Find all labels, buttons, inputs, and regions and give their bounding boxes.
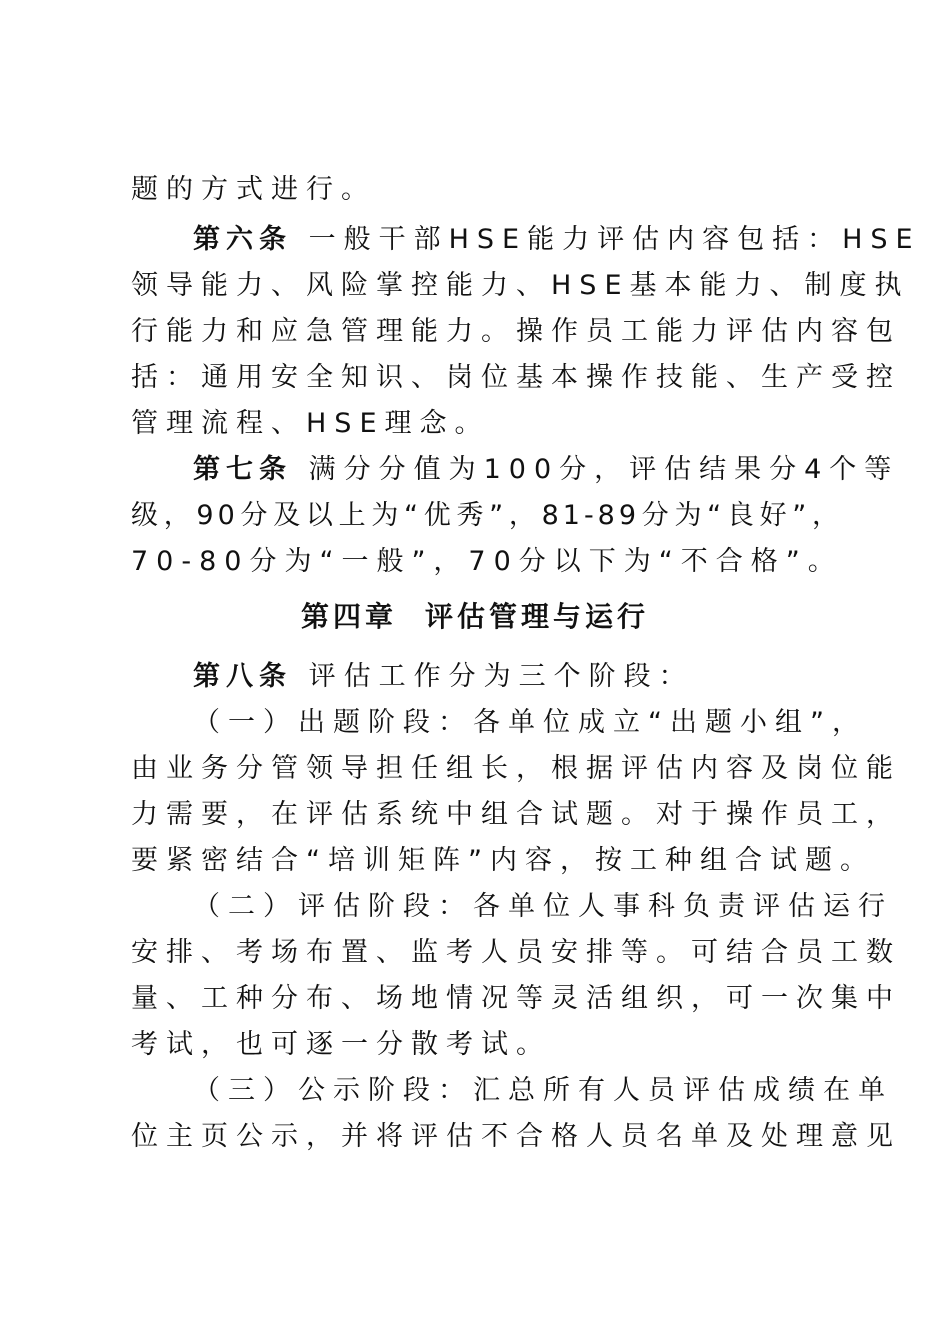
paragraph-line: 要紧密结合“培训矩阵”内容，按工种组合试题。 (131, 845, 875, 876)
paragraph-line: 量、工种分布、场地情况等灵活组织，可一次集中 (131, 983, 901, 1014)
chapter-title: 评估管理与运行 (425, 600, 650, 633)
paragraph-line: 级，90分及以上为“优秀”，81-89分为“良好”， (131, 500, 843, 531)
paragraph-line: 括：通用安全知识、岗位基本操作技能、生产受控 (131, 362, 901, 393)
paragraph-line: 管理流程、HSE理念。 (131, 408, 490, 439)
stage-2-line: （二）评估阶段：各单位人事科负责评估运行 (193, 891, 893, 922)
stage-1-line: （一）出题阶段：各单位成立“出题小组”， (193, 707, 867, 738)
paragraph-line: 考试，也可逐一分散考试。 (131, 1029, 551, 1060)
article-7-text: 满分分值为100分，评估结果分4个等 (308, 454, 900, 485)
article-8-line (193, 659, 821, 695)
paragraph-line: 力需要，在评估系统中组合试题。对于操作员工， (131, 799, 901, 830)
article-6-line (193, 222, 921, 258)
article-8-text: 评估工作分为三个阶段： (308, 661, 694, 692)
article-6-text: 一般干部HSE能力评估内容包括：HSE (308, 224, 921, 255)
paragraph-line: 由业务分管领导担任组长，根据评估内容及岗位能 (131, 753, 901, 784)
paragraph-line: 题的方式进行。 (131, 174, 376, 205)
article-8-heading: 第八条 (193, 661, 292, 692)
paragraph-line: 行能力和应急管理能力。操作员工能力评估内容包 (131, 316, 901, 347)
article-6-heading: 第六条 (193, 224, 292, 255)
article-7-heading: 第七条 (193, 454, 292, 485)
paragraph-line: 安排、考场布置、监考人员安排等。可结合员工数 (131, 937, 901, 968)
chapter-number: 第四章 (300, 600, 397, 633)
paragraph-line: 70-80分为“一般”，70分以下为“不合格”。 (131, 546, 843, 577)
chapter-heading (0, 597, 950, 637)
paragraph-line: 领导能力、风险掌控能力、HSE基本能力、制度执 (131, 270, 910, 301)
stage-3-line: （三）公示阶段：汇总所有人员评估成绩在单 (193, 1075, 893, 1106)
paragraph-line: 位主页公示，并将评估不合格人员名单及处理意见 (131, 1121, 901, 1152)
article-7-line (193, 452, 900, 488)
